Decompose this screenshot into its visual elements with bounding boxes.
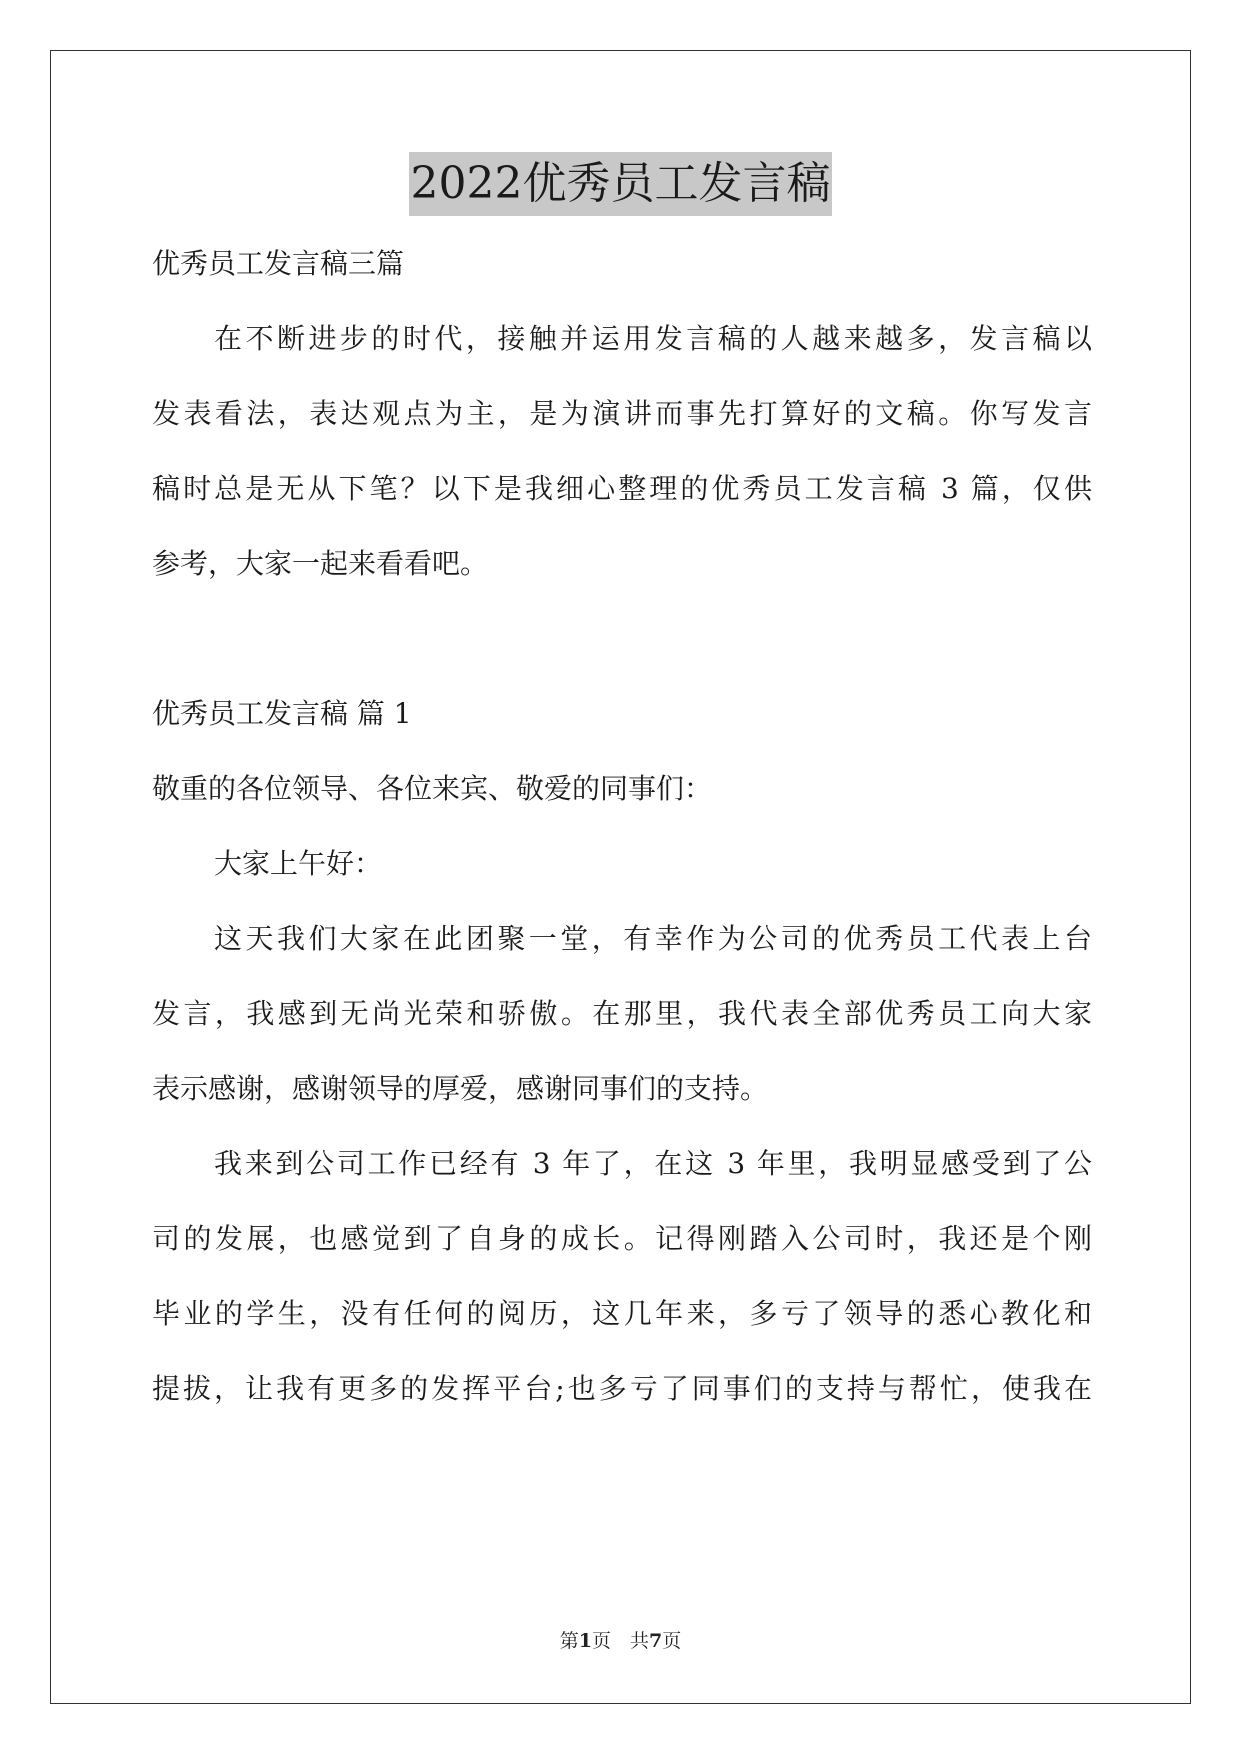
text-line: 稿时总是无从下笔？以下是我细心整理的优秀员工发言稿 3 篇，仅供 — [152, 472, 1092, 505]
text-line: 表示感谢，感谢领导的厚爱，感谢同事们的支持。 — [152, 1072, 769, 1105]
text-line: 在不断进步的时代，接触并运用发言稿的人越来越多，发言稿以 — [214, 322, 1092, 355]
text-line: 提拔，让我有更多的发挥平台;也多亏了同事们的支持与帮忙，使我在 — [152, 1372, 1092, 1405]
blank-line — [152, 601, 1092, 676]
text-line: 发表看法，表达观点为主，是为演讲而事先打算好的文稿。你写发言 — [152, 397, 1092, 430]
footer-prefix: 第 — [559, 1630, 579, 1652]
text-line: 优秀员工发言稿三篇 — [152, 247, 405, 280]
text-line: 发言，我感到无尚光荣和骄傲。在那里，我代表全部优秀员工向大家 — [152, 997, 1092, 1030]
footer-mid: 页 共 — [591, 1630, 649, 1652]
page-footer — [0, 1626, 1241, 1653]
text-line: 司的发展，也感觉到了自身的成长。记得刚踏入公司时，我还是个刚 — [152, 1222, 1092, 1255]
text-line: 优秀员工发言稿 篇 1 — [152, 697, 412, 730]
text-line: 这天我们大家在此团聚一堂，有幸作为公司的优秀员工代表上台 — [214, 922, 1092, 955]
title-container — [0, 152, 1241, 216]
text-line: 敬重的各位领导、各位来宾、敬爱的同事们： — [152, 772, 713, 805]
text-line: 我来到公司工作已经有 3 年了，在这 3 年里，我明显感受到了公 — [214, 1147, 1092, 1180]
text-line: 大家上午好： — [214, 847, 383, 880]
footer-total-pages: 7 — [649, 1630, 663, 1652]
text-line: 毕业的学生，没有任何的阅历，这几年来，多亏了领导的悉心教化和 — [152, 1297, 1092, 1330]
footer-suffix: 页 — [662, 1630, 682, 1652]
text-line: 参考，大家一起来看看吧。 — [152, 547, 489, 580]
footer-current-page: 1 — [578, 1630, 592, 1652]
document-title: 2022优秀员工发言稿 — [409, 152, 833, 216]
document-body — [152, 226, 1092, 1426]
